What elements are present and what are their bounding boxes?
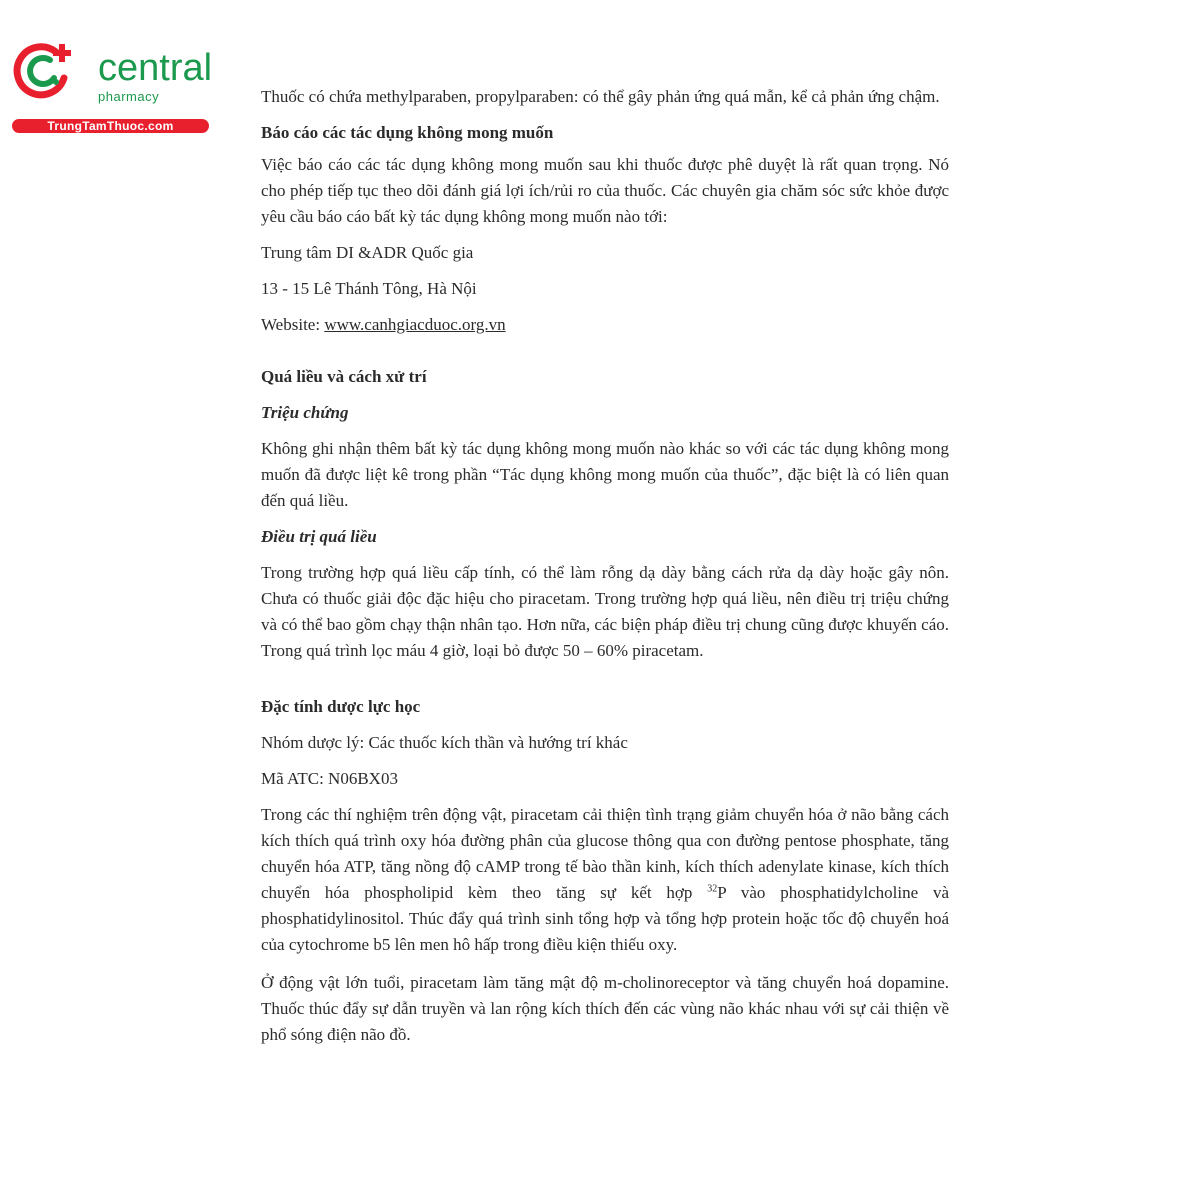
report-paragraph: Việc báo cáo các tác dụng không mong muốn sau khi thuốc được phê duyệt là rất quan trọng. Nó cho phép tiếp tục theo dõi đánh giá lợi ích/rủi ro của thuốc. Các chuyên gia chăm sóc sức khỏe được yêu cầu báo cáo bất kỳ tác dụng không mong muốn nào tới: [261, 155, 949, 226]
center-address: 13 - 15 Lê Thánh Tông, Hà Nội [261, 279, 477, 298]
central-pharmacy-logo[interactable] [12, 38, 212, 138]
pharmacodynamics-text-a: Trong các thí nghiệm trên động vật, piracetam cải thiện tình trạng giảm chuyển hóa ở não bằng cách kích thích quá trình oxy hóa đường phân của glucose thông qua con đường pentose phosphate, tăng chuyển hóa ATP, tăng nồng độ cAMP trong tế bào thần kinh, kích thích adenylate kinase, kích thích chuyển hóa phospholipid kèm theo tăng sự kết hợp [261, 805, 949, 902]
heading-report: Báo cáo các tác dụng không mong muốn [261, 123, 554, 142]
pharmacodynamics-paragraph [261, 802, 949, 958]
pharmacodynamics-text-b: P vào phosphatidylcholine và phosphatidylinositol. Thúc đẩy quá trình sinh tổng hợp và tổng hợp protein hoặc tốc độ chuyển hoá của cytochrome b5 lên men hô hấp trong điều kiện thiếu oxy. [261, 883, 949, 954]
center-name: Trung tâm DI &ADR Quốc gia [261, 243, 474, 262]
older-animals-paragraph: Ở động vật lớn tuổi, piracetam làm tăng mật độ m-cholinoreceptor và tăng chuyển hoá dopamine. Thuốc thúc đẩy sự dẫn truyền và lan rộng kích thích đến các vùng não khác nhau với sự cải thiện về phổ sóng điện não đồ. [261, 973, 949, 1044]
website-label: Website: [261, 315, 325, 334]
website-link[interactable]: www.canhgiacduoc.org.vn [324, 315, 506, 334]
treatment-paragraph: Trong trường hợp quá liều cấp tính, có thể làm rỗng dạ dày bằng cách rửa dạ dày hoặc gây nôn. Chưa có thuốc giải độc đặc hiệu cho piracetam. Trong trường hợp quá liều, nên điều trị triệu chứng và có thể bao gồm chạy thận nhân tạo. Hơn nữa, các biện pháp điều trị chung cũng được khuyến cáo. Trong quá trình lọc máu 4 giờ, loại bỏ được 50 – 60% piracetam. [261, 563, 949, 660]
logo-subtitle: pharmacy [98, 89, 160, 104]
document-body [261, 84, 949, 1048]
pharmacological-group: Nhóm dược lý: Các thuốc kích thần và hướng trí khác [261, 733, 628, 752]
heading-pharmacodynamics: Đặc tính dược lực học [261, 697, 421, 716]
isotope-superscript: 32 [707, 883, 718, 895]
atc-code: Mã ATC: N06BX03 [261, 769, 398, 788]
pharmacy-cross-logo-icon [12, 38, 78, 104]
subheading-symptoms: Triệu chứng [261, 403, 349, 422]
website-line [261, 312, 949, 338]
paraben-warning: Thuốc có chứa methylparaben, propylparaben: có thể gây phản ứng quá mẫn, kể cả phản ứng chậm. [261, 87, 940, 106]
logo-name: central [98, 47, 213, 89]
heading-overdose: Quá liều và cách xử trí [261, 367, 427, 386]
subheading-treatment: Điều trị quá liều [261, 527, 377, 546]
logo-url-badge: TrungTamThuoc.com [12, 119, 209, 133]
symptoms-paragraph: Không ghi nhận thêm bất kỳ tác dụng không mong muốn nào khác so với các tác dụng không mong muốn đã được liệt kê trong phần “Tác dụng không mong muốn của thuốc”, đặc biệt là có liên quan đến quá liều. [261, 439, 949, 510]
